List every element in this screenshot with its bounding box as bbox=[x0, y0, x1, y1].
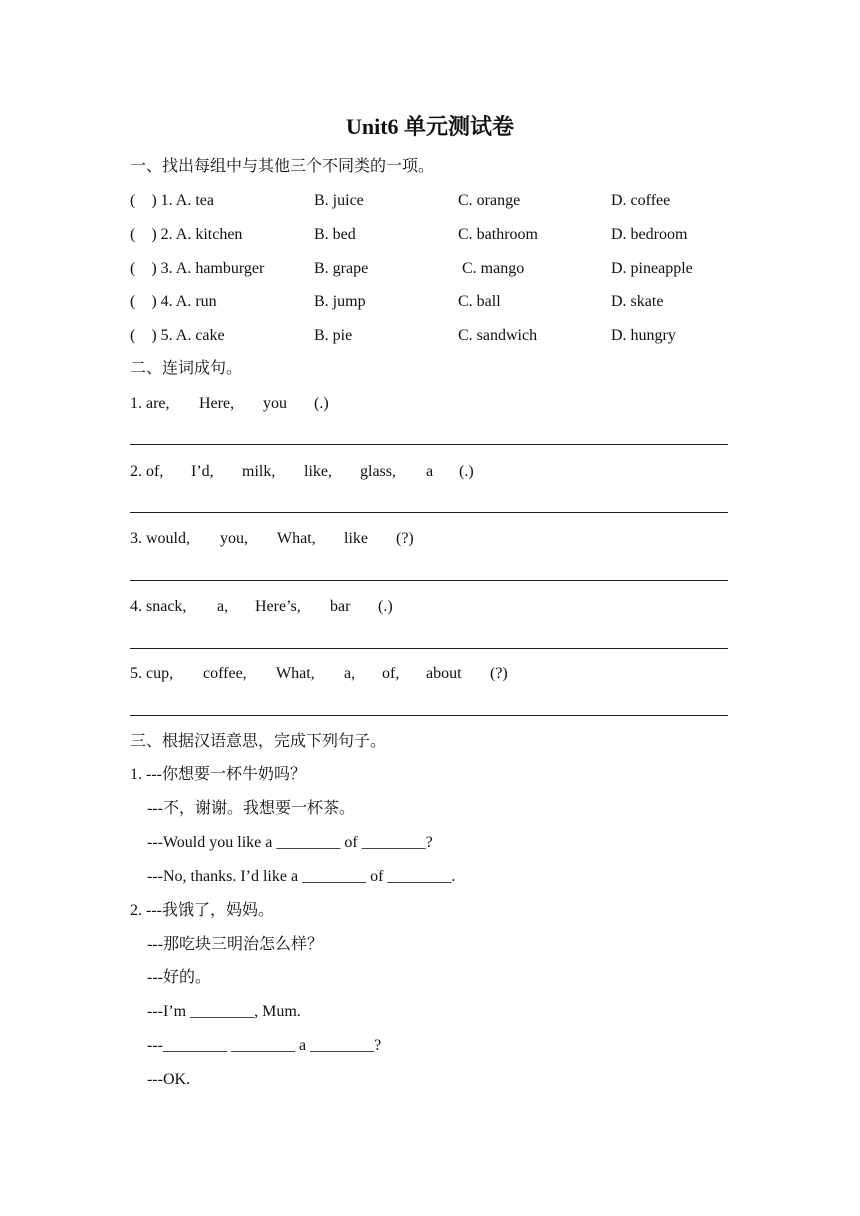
question-3-option-c: C. mango bbox=[458, 260, 525, 277]
sentence-2-word: milk, bbox=[242, 463, 276, 480]
question-4-stem: ( ) 4. A. run bbox=[130, 293, 217, 310]
sentence-4-word: Here’s, bbox=[255, 598, 301, 615]
answer-line-4[interactable] bbox=[130, 648, 728, 649]
sentence-5-word: a, bbox=[344, 665, 356, 682]
sentence-1-word: (.) bbox=[314, 395, 329, 412]
sentence-2-word: 2. of, bbox=[130, 463, 164, 480]
question-2-option-b: B. bed bbox=[314, 226, 356, 243]
choice-question-2 bbox=[130, 224, 750, 246]
sentence-5-word: of, bbox=[382, 665, 400, 682]
question-5-option-d: D. hungry bbox=[611, 327, 676, 344]
question-5-option-c: C. sandwich bbox=[458, 327, 538, 344]
sentence-4-word: 4. snack, bbox=[130, 598, 187, 615]
page-title: Unit6 单元测试卷 bbox=[345, 114, 515, 139]
sentence-4-word: (.) bbox=[378, 598, 393, 615]
choice-question-1 bbox=[130, 190, 750, 212]
question-4-option-c: C. ball bbox=[458, 293, 501, 310]
sentence-2-word: glass, bbox=[360, 463, 396, 480]
translation-1-cn-answer: ---不，谢谢。我想要一杯茶。 bbox=[147, 800, 355, 817]
sentence-5-word: What, bbox=[276, 665, 315, 682]
question-2-stem: ( ) 2. A. kitchen bbox=[130, 226, 243, 243]
section3-heading: 三、根据汉语意思，完成下列句子。 bbox=[130, 733, 387, 750]
sentence-2-word: (.) bbox=[459, 463, 474, 480]
translation-2-en-line-3: ---OK. bbox=[147, 1071, 191, 1088]
question-2-option-c: C. bathroom bbox=[458, 226, 538, 243]
question-4-option-b: B. jump bbox=[314, 293, 366, 310]
section1-heading: 一、找出每组中与其他三个不同类的一项。 bbox=[130, 158, 435, 175]
sentence-3-word: (?) bbox=[396, 530, 414, 547]
answer-line-5[interactable] bbox=[130, 715, 728, 716]
sentence-2-word: like, bbox=[304, 463, 332, 480]
question-5-option-b: B. pie bbox=[314, 327, 353, 344]
translation-1-en-answer: ---No, thanks. I’d like a ________ of ________. bbox=[147, 868, 456, 885]
question-4-option-d: D. skate bbox=[611, 293, 664, 310]
sentence-5-word: 5. cup, bbox=[130, 665, 174, 682]
sentence-1-word: you bbox=[263, 395, 287, 412]
sentence-1-word: 1. are, bbox=[130, 395, 170, 412]
sentence-5-word: about bbox=[426, 665, 462, 682]
choice-question-5 bbox=[130, 325, 750, 347]
sentence-5-word: coffee, bbox=[203, 665, 247, 682]
question-2-option-d: D. bedroom bbox=[611, 226, 688, 243]
choice-question-3 bbox=[130, 258, 750, 280]
translation-1-cn-question: 1. ---你想要一杯牛奶吗？ bbox=[130, 766, 306, 783]
sentence-2-word: a bbox=[426, 463, 434, 480]
sentence-2-word: I’d, bbox=[191, 463, 214, 480]
answer-line-2[interactable] bbox=[130, 512, 728, 513]
sentence-5-word: (?) bbox=[490, 665, 508, 682]
answer-line-1[interactable] bbox=[130, 444, 728, 445]
question-3-option-b: B. grape bbox=[314, 260, 369, 277]
sentence-4-word: a, bbox=[217, 598, 229, 615]
question-1-stem: ( ) 1. A. tea bbox=[130, 192, 214, 209]
translation-2-en-line-1: ---I’m ________, Mum. bbox=[147, 1003, 301, 1020]
sentence-3-word: you, bbox=[220, 530, 248, 547]
translation-2-cn-line-2: ---那吃块三明治怎么样？ bbox=[147, 936, 323, 953]
translation-1-en-question: ---Would you like a ________ of ________? bbox=[147, 834, 433, 851]
sentence-3-word: like bbox=[344, 530, 368, 547]
choice-question-4 bbox=[130, 291, 750, 313]
translation-2-cn-line-3: ---好的。 bbox=[147, 969, 211, 986]
question-1-option-b: B. juice bbox=[314, 192, 364, 209]
translation-2-cn-line-1: 2. ---我饿了，妈妈。 bbox=[130, 902, 274, 919]
sentence-3-word: 3. would, bbox=[130, 530, 190, 547]
translation-2-en-line-2: ---________ ________ a ________? bbox=[147, 1037, 382, 1054]
question-1-option-c: C. orange bbox=[458, 192, 521, 209]
question-3-stem: ( ) 3. A. hamburger bbox=[130, 260, 265, 277]
answer-line-3[interactable] bbox=[130, 580, 728, 581]
question-5-stem: ( ) 5. A. cake bbox=[130, 327, 225, 344]
sentence-4-word: bar bbox=[330, 598, 351, 615]
sentence-3-word: What, bbox=[277, 530, 316, 547]
sentence-1-word: Here, bbox=[199, 395, 235, 412]
question-3-option-d: D. pineapple bbox=[611, 260, 693, 277]
section2-heading: 二、连词成句。 bbox=[130, 360, 243, 377]
question-1-option-d: D. coffee bbox=[611, 192, 671, 209]
